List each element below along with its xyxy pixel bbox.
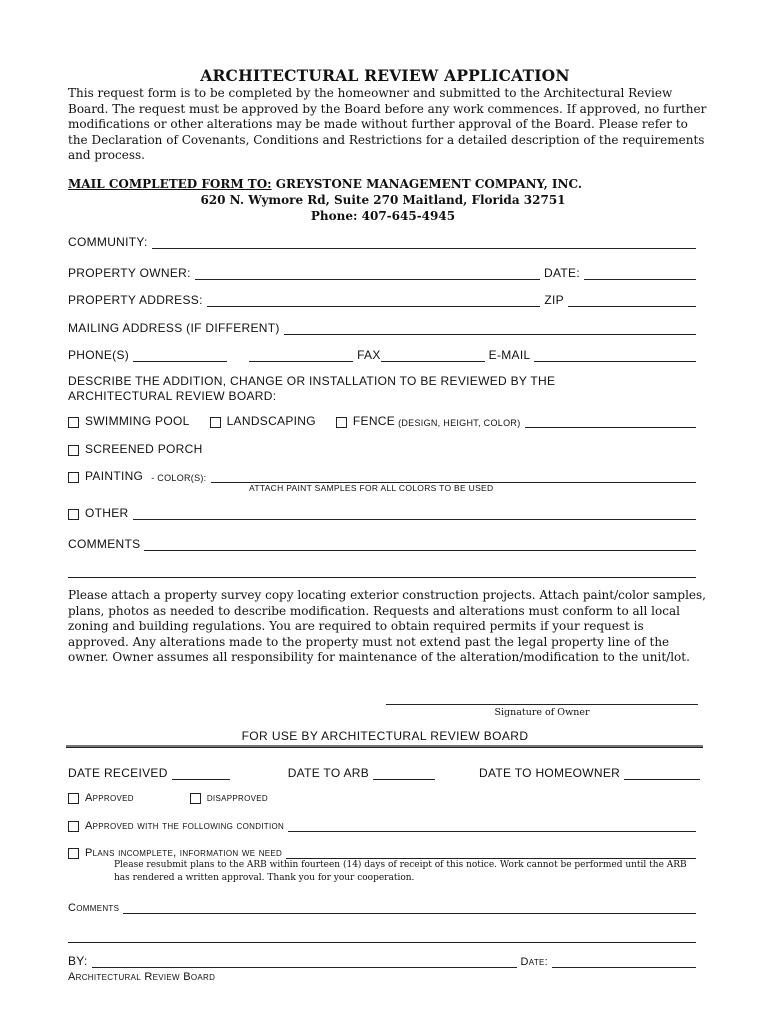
form-title: ARCHITECTURAL REVIEW APPLICATION [200, 66, 570, 85]
mail-phone: Phone: 407-645-4945 [310, 209, 456, 223]
date-field[interactable] [584, 267, 696, 280]
zip-label: ZIP [544, 293, 564, 307]
address-row [68, 289, 700, 307]
screened-porch-checkbox[interactable] [68, 445, 79, 456]
painting-label: PAINTING [85, 469, 144, 483]
mail-company: GREYSTONE MANAGEMENT COMPANY, INC. [271, 177, 583, 191]
board-comments-label: Comments [68, 902, 120, 914]
board-section-title: FOR USE BY ARCHITECTURAL REVIEW BOARD [241, 729, 529, 743]
email-label: E-MAIL [488, 348, 531, 362]
approved-label: Approved [85, 792, 134, 804]
date-received-field[interactable] [172, 767, 230, 780]
date-label: DATE: [544, 266, 580, 280]
date-received-label: DATE RECEIVED [68, 766, 168, 780]
date-to-arb-label: DATE TO ARB [287, 766, 370, 780]
other-field[interactable] [133, 507, 697, 520]
footer-row [68, 965, 700, 983]
by-label: BY: [68, 954, 88, 968]
board-date-label: Date: [520, 956, 548, 968]
comments-label: COMMENTS [68, 537, 141, 551]
swimming-pool-checkbox[interactable] [68, 417, 79, 428]
mailing-label: MAILING ADDRESS (IF DIFFERENT) [68, 321, 280, 335]
colors-label: - COLOR(S): [151, 473, 207, 483]
mail-address: 620 N. Wymore Rd, Suite 270 Maitland, Florida 32751 [200, 193, 566, 207]
owner-field[interactable] [195, 267, 540, 280]
signature-label: Signature of Owner [494, 707, 590, 718]
section-divider [66, 745, 703, 748]
community-label: COMMUNITY: [68, 235, 148, 249]
mail-to-block [68, 176, 698, 224]
other-checkbox[interactable] [68, 509, 79, 520]
painting-checkbox[interactable] [68, 472, 79, 483]
board-comments-row-2 [68, 925, 700, 943]
plans-incomplete-field[interactable] [286, 846, 696, 859]
resubmit-note: Please resubmit plans to the ARB within fourteen (14) days of receipt of this notice. Work cannot be performed until the ARB has rendered a written approval. Thank you for your cooperation. [114, 860, 687, 883]
approved-checkbox[interactable] [68, 793, 79, 804]
community-field[interactable] [152, 236, 696, 249]
disapproved-checkbox[interactable] [190, 793, 201, 804]
comments-row [68, 533, 700, 551]
fence-field[interactable] [525, 415, 697, 428]
signature-field[interactable] [386, 704, 698, 705]
other-label: OTHER [85, 506, 129, 520]
fence-note: (DESIGN, HEIGHT, COLOR) [398, 418, 521, 428]
date-to-homeowner-field[interactable] [624, 767, 700, 780]
disapproved-label: disapproved [206, 792, 268, 804]
approved-condition-row [68, 814, 700, 832]
plans-incomplete-label: Plans incomplete, information we need [85, 847, 283, 859]
mail-label: MAIL COMPLETED FORM TO: [68, 177, 272, 191]
zip-field[interactable] [568, 294, 696, 307]
fax-label: FAX [357, 348, 381, 362]
attach-instructions: Please attach a property survey copy locating exterior construction projects. Attach paint/color samples, plans, photos as needed to describe modification. Requests and alterations must conform to all local zoning and building regulations. You are required to obtain required permits if your request is approved. Any alterations made to the property must not extend past the legal property line of the owner. Owner assumes all responsibility for maintenance of the alteration/modification to the unit/lot. [68, 588, 706, 664]
date-to-homeowner-label: DATE TO HOMEOWNER [479, 766, 621, 780]
comments-field-2[interactable] [68, 565, 696, 578]
comments-field[interactable] [144, 538, 696, 551]
phone-label: PHONE(S) [68, 348, 130, 362]
swimming-pool-label: SWIMMING POOL [85, 414, 190, 428]
approved-condition-field[interactable] [288, 819, 696, 832]
phone-row [68, 344, 700, 362]
plans-incomplete-checkbox[interactable] [68, 848, 79, 859]
board-footer-label: Architectural Review Board [68, 971, 216, 983]
fence-label: FENCE [352, 414, 396, 428]
board-comments-field-2[interactable] [68, 930, 696, 943]
intro-paragraph: This request form is to be completed by the homeowner and submitted to the Architectural Review Board. The request must be approved by the Board before any work commences. If approved, no further modifications or other alterations may be made without further approval of the Board. Please refer to the Declaration of Covenants, Conditions and Restrictions for a detailed description of the requirements and process. [68, 86, 707, 162]
plans-incomplete-row [68, 841, 700, 859]
email-field[interactable] [534, 349, 696, 362]
comments-row-2 [68, 560, 700, 578]
phone-field-2[interactable] [249, 349, 353, 362]
fax-field[interactable] [381, 349, 485, 362]
community-row [68, 231, 700, 249]
options-row-1 [68, 410, 700, 428]
describe-line-2: ARCHITECTURAL REVIEW BOARD: [68, 389, 277, 403]
address-field[interactable] [207, 294, 541, 307]
address-label: PROPERTY ADDRESS: [68, 293, 203, 307]
approved-condition-checkbox[interactable] [68, 821, 79, 832]
mailing-field[interactable] [284, 322, 696, 335]
mailing-row [68, 317, 700, 335]
other-row [68, 502, 700, 520]
owner-label: PROPERTY OWNER: [68, 266, 191, 280]
paint-samples-note: ATTACH PAINT SAMPLES FOR ALL COLORS TO BE USED [249, 483, 494, 493]
board-dates-row [68, 762, 704, 780]
painting-row [68, 465, 700, 483]
describe-line-1: DESCRIBE THE ADDITION, CHANGE OR INSTALLATION TO BE REVIEWED BY THE [68, 374, 556, 388]
owner-row [68, 262, 700, 280]
colors-field[interactable] [211, 470, 697, 483]
screened-porch-label: SCREENED PORCH [85, 442, 203, 456]
phone-field-1[interactable] [133, 349, 227, 362]
date-to-arb-field[interactable] [373, 767, 435, 780]
fence-checkbox[interactable] [336, 417, 347, 428]
landscaping-label: LANDSCAPING [226, 414, 316, 428]
board-comments-row [68, 896, 700, 914]
approval-row [68, 786, 700, 804]
landscaping-checkbox[interactable] [210, 417, 221, 428]
board-comments-field[interactable] [123, 901, 696, 914]
approved-condition-label: Approved with the following condition [85, 820, 285, 832]
screened-porch-row [68, 438, 700, 456]
